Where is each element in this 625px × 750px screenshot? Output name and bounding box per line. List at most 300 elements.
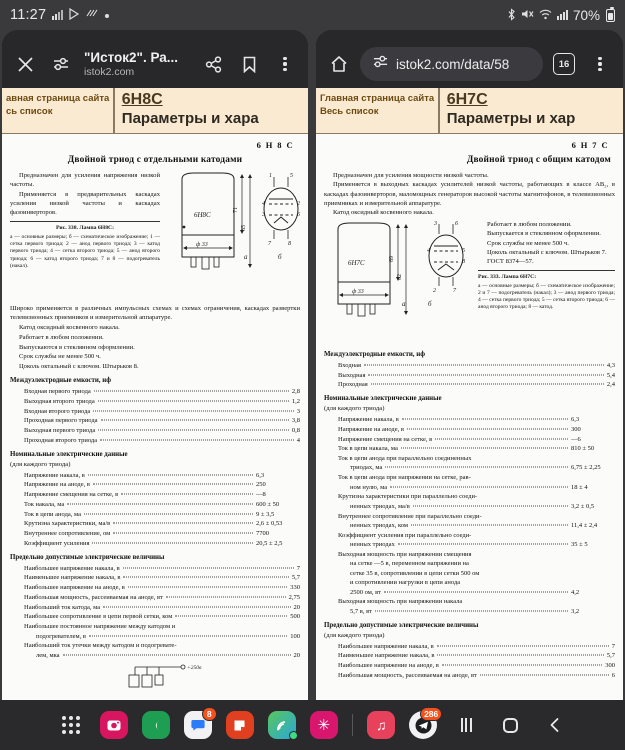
- svg-text:8: 8: [288, 241, 291, 247]
- messages-badge: 8: [202, 707, 217, 721]
- left-caption-rule: [10, 221, 160, 222]
- right-capacitance-table: [324, 361, 615, 390]
- row-value: 2,4: [606, 381, 615, 389]
- home-icon[interactable]: [324, 49, 354, 79]
- row-value: 1,2: [291, 397, 300, 405]
- flower-app-icon[interactable]: ✳: [310, 711, 338, 739]
- row-value: 11,4 ± 2,4: [571, 521, 598, 529]
- row-label: Выходная: [338, 371, 366, 379]
- notes-app-icon[interactable]: [226, 711, 254, 739]
- left-top-columns: [10, 171, 300, 301]
- cellular-icon: [557, 9, 568, 22]
- row-value: 4: [296, 436, 300, 444]
- right-caption-body: а — основные размеры; б — схематическое изображение; 2 и 7 — подогреватель (накал); 3 — анод первого триода; 4 — сетка первого триода; 5 — сетка второго триода; 6 — анод второго триода; 8 — катод.: [478, 283, 615, 311]
- left-intro-column: [10, 171, 160, 301]
- right-intro-p3: Катод оксидный косвенного накала.: [333, 209, 434, 217]
- leader-dots: [88, 474, 253, 475]
- table-row: [10, 397, 300, 407]
- table-row: [10, 519, 300, 529]
- right-capacitance-heading: Междуэлектродные емкости, нф: [324, 350, 425, 358]
- table-row-wrapped: [324, 492, 615, 511]
- right-limits-table: [324, 642, 615, 681]
- right-nominal-heading: Номинальные электрические данные: [324, 395, 442, 403]
- right-doc-code: 6 Н 7 С: [571, 140, 609, 150]
- row-label: Напряжение смещения на сетке, в: [338, 435, 433, 443]
- right-fact-4: ГОСТ 8374—57.: [487, 258, 534, 266]
- table-row: [324, 361, 615, 371]
- left-nominal-heading: Номинальные электрические данные: [10, 450, 128, 458]
- row-value: 3,2: [571, 607, 580, 615]
- tube-subtitle: Параметры и хара: [121, 110, 259, 127]
- power2-line-2: 5,7 в, вт: [350, 607, 372, 615]
- right-fact-0: Работает в любом положении.: [487, 220, 572, 228]
- left-nominal-sub: (для каждого триода): [10, 460, 71, 468]
- table-row: [10, 583, 300, 593]
- left-caption-title: Рис. 338. Лампа 6Н8С:: [55, 224, 115, 231]
- back-nav-icon[interactable]: [539, 710, 569, 740]
- leader-dots: [103, 606, 290, 607]
- left-caption-body: а — основные размеры; б — схематическое изображение; 1 — сетка первого триода; 2 — анод первого триода; 3 — катод первого триода; 4 — сетка второго триода; 5 — анод второго триода; 6 — катод второго триода; 7 и 8 — подогреватель (накал).: [10, 234, 160, 269]
- status-bar-right: [507, 8, 615, 23]
- row-value: —6: [571, 435, 581, 443]
- power2-line-1: Выходная мощность при напряжении накала: [338, 598, 463, 606]
- table-row-wrapped: [324, 512, 615, 531]
- leader-dots: [94, 391, 289, 392]
- leader-dots: [67, 503, 253, 504]
- row-value: 600 ± 50: [256, 500, 280, 508]
- right-intro-p1: Предназначен для усиления мощности низкой частоты.: [333, 172, 489, 179]
- table-row: [10, 387, 300, 397]
- right-caption-rule: [478, 270, 615, 271]
- row-value: 35 ± 5: [571, 541, 588, 549]
- right-caption-title: Рис. 333. Лампа 6Н7С:: [478, 273, 537, 280]
- right-dim-69: 69: [389, 255, 395, 262]
- row-label-line2: ненных триодах, ком: [350, 521, 409, 529]
- row-label: Напряжение смещения на сетке, в: [24, 491, 119, 499]
- svg-text:5: 5: [462, 247, 465, 254]
- dock: [0, 700, 625, 750]
- left-limits-table: [10, 564, 300, 661]
- table-row-wrapped: [324, 531, 615, 550]
- row-label: Напряжение накала, в: [338, 416, 399, 424]
- left-site-header: [2, 88, 308, 134]
- row-value: 18 ± 4: [571, 483, 588, 491]
- right-figure-columns: [324, 220, 615, 346]
- leader-dots: [93, 410, 293, 411]
- left-fact-3: Срок службы не менее 500 ч.: [19, 353, 101, 361]
- row-value: 4,2: [571, 588, 580, 596]
- row-label: Наибольший ток катода, ма: [24, 603, 101, 611]
- leader-dots: [407, 428, 568, 429]
- left-toolbar: [2, 30, 308, 88]
- leader-dots: [413, 505, 568, 506]
- right-doc-heading: Двойной триод с общим катодом: [466, 155, 611, 165]
- row-label: Наибольшая мощность, рассеиваемая на аноде, вт: [24, 593, 163, 601]
- leader-dots: [402, 419, 568, 420]
- svg-text:1: 1: [269, 173, 272, 179]
- table-row: [10, 593, 300, 603]
- left-fact-0: Катод оксидный косвенного накала.: [19, 323, 120, 331]
- leader-dots: [401, 448, 568, 449]
- row-value: 3: [296, 407, 300, 415]
- leader-dots: [92, 542, 253, 543]
- table-row: [324, 435, 615, 445]
- svg-text:2: 2: [433, 287, 436, 294]
- row-value: 6: [611, 671, 615, 679]
- row-value: 6,3: [571, 416, 580, 424]
- left-page-content: [2, 88, 308, 720]
- left-fact-1: Работает в любом положении.: [19, 333, 104, 341]
- row-label: Напряжение на аноде, в: [338, 425, 404, 433]
- page-settings-icon[interactable]: [372, 54, 389, 74]
- row-label: Наибольшее напряжение накала, в: [338, 642, 434, 650]
- row-label: Наименьшее напряжение накала, в: [338, 652, 435, 660]
- svg-text:4: 4: [427, 247, 430, 254]
- power-line-1: Выходная мощность при напряжении смещения: [338, 550, 472, 558]
- bluetooth-icon: [507, 8, 516, 23]
- tab-switcher-button[interactable]: [549, 49, 579, 79]
- row-value: 0,8: [291, 427, 300, 435]
- right-fact-1: Выпускается в стеклянном оформлении.: [487, 230, 601, 238]
- table-row: [10, 612, 300, 622]
- left-page-title-block[interactable]: [82, 50, 192, 78]
- row-label: Наибольшее сопротивление в цепи первой сетки, ком: [24, 613, 173, 621]
- row-label: Наибольшее напряжение накала, в: [24, 564, 120, 572]
- row-value: 5,7: [291, 574, 300, 582]
- left-wide-para: Широко применяется в различных импульсных схемах и схемах ограничения, каскадах развертки телевизионных приемников и измерительной аппаратуре.: [10, 305, 300, 322]
- right-nav-line-2[interactable]: Весь список: [320, 105, 379, 117]
- mute-icon: [521, 8, 534, 22]
- row-value: 7: [296, 564, 300, 572]
- right-intro-p2: Применяется в выходных каскадах усилителей низкой частоты, работающих в классе АВ₂, в каскадах фазоинверторов, маломощных генераторов высокой частоты магнитофонов, в телевизионных приемниках и измерительной аппаратуре.: [324, 181, 615, 208]
- leader-dots: [480, 674, 609, 675]
- table-row: [324, 651, 615, 661]
- tab-count-badge: 16: [553, 53, 575, 75]
- row-value: 3,2 ± 0,5: [571, 502, 595, 510]
- row-value: 330: [290, 584, 300, 592]
- row-value: 7700: [256, 530, 269, 538]
- left-nav-line-2[interactable]: сь список: [6, 105, 53, 117]
- leader-dots: [98, 400, 289, 401]
- row-value: 300: [605, 662, 615, 670]
- row-label-line1: Крутизна характеристики при параллельно соеди-: [338, 493, 478, 501]
- left-nav-line-1[interactable]: авная страница сайта: [6, 93, 110, 104]
- row-label: Наибольшая мощность, рассеиваемая на аноде, вт: [338, 671, 477, 679]
- left-nominal-table: [10, 471, 300, 549]
- leader-dots: [437, 655, 603, 656]
- left-tube-figure: [164, 171, 308, 301]
- row-label: Входная: [338, 361, 361, 369]
- left-doc-heading: Двойной триод с отдельными катодами: [67, 155, 243, 165]
- left-browser-window: [2, 30, 308, 720]
- right-browser-window: [316, 30, 623, 720]
- table-row: [10, 416, 300, 426]
- svg-text:б: б: [428, 299, 432, 308]
- close-icon[interactable]: [10, 49, 40, 79]
- table-row: [324, 642, 615, 652]
- right-nominal-sub: (для каждого триода): [324, 405, 385, 413]
- row-label-line1: Наибольший ток утечки между катодом и подогревате-: [24, 642, 177, 650]
- row-value: 5,7: [606, 652, 615, 660]
- table-row: [10, 573, 300, 583]
- leader-dots: [123, 577, 288, 578]
- telegram-app-icon[interactable]: [409, 711, 437, 739]
- table-row: [10, 529, 300, 539]
- row-label-line1: Ток в цепи анода при напряжении на сетке, рав-: [338, 474, 471, 482]
- svg-text:а: а: [244, 253, 248, 261]
- dock-divider: [352, 714, 354, 736]
- row-label: Проходная первого триода: [24, 417, 98, 425]
- tube-code-heading[interactable]: 6Н7С: [446, 91, 488, 108]
- svg-text:4: 4: [262, 201, 265, 207]
- row-value: —8: [256, 491, 266, 499]
- status-bar: [0, 0, 625, 30]
- music-app-icon[interactable]: ♫: [367, 711, 395, 739]
- row-label-line2: лем, мка: [36, 651, 60, 659]
- right-tube-figure: [324, 220, 474, 346]
- right-nominal-table: [324, 415, 615, 616]
- svg-text:3: 3: [262, 212, 265, 218]
- row-label-line2: ном нулю, ма: [350, 483, 388, 491]
- row-label-line2: подогревателем, в: [36, 632, 86, 640]
- svg-text:6: 6: [297, 212, 300, 218]
- row-label: Выходная второго триода: [24, 397, 95, 405]
- table-row-wrapped: [10, 641, 300, 660]
- row-value: 2,75: [288, 593, 300, 601]
- table-row-wrapped: [324, 454, 615, 473]
- leader-dots: [435, 438, 568, 439]
- messages-app-icon[interactable]: [184, 711, 212, 739]
- left-limits-heading: Предельно допустимые электрические величины: [10, 553, 165, 561]
- row-value: 100: [290, 632, 300, 640]
- table-row: [324, 380, 615, 390]
- left-dim-71: 71: [233, 207, 239, 213]
- svg-text:5: 5: [290, 173, 293, 179]
- row-value: 9 ± 3,5: [256, 510, 275, 518]
- left-doc-code: 6 Н 8 С: [256, 140, 294, 150]
- leader-dots: [371, 384, 604, 385]
- leader-dots: [89, 635, 287, 636]
- tube-subtitle: Параметры и хар: [446, 110, 576, 127]
- right-nav-line-1[interactable]: Главная страница сайта: [320, 93, 435, 104]
- row-value: 500: [290, 613, 300, 621]
- table-row: [324, 415, 615, 425]
- svg-text:7: 7: [268, 241, 271, 247]
- right-power-block: [324, 550, 615, 597]
- battery-icon: [606, 9, 615, 22]
- row-value: 810 ± 50: [571, 445, 595, 453]
- table-row: [10, 539, 300, 549]
- table-row: [10, 500, 300, 510]
- address-bar[interactable]: [360, 47, 543, 81]
- row-label: Выходная первого триода: [24, 427, 96, 435]
- leader-dots: [98, 430, 289, 431]
- table-row: [10, 564, 300, 574]
- leader-dots: [93, 484, 253, 485]
- leader-dots: [442, 665, 602, 666]
- right-fact-3: Цоколь октальный с ключом. Штырьков 7.: [487, 248, 607, 256]
- table-row-wrapped: [10, 622, 300, 641]
- right-scanned-page: [316, 134, 623, 720]
- page-title: "Исток2". Ра...: [84, 50, 179, 65]
- wifi-icon: [539, 9, 552, 22]
- table-row: [324, 371, 615, 381]
- left-dim-diameter: ф 33: [196, 242, 208, 248]
- dot-icon: [104, 9, 110, 21]
- power-line-2: на сетке —5 в, переменном напряжении на: [350, 560, 469, 568]
- page-settings-icon[interactable]: [46, 49, 76, 79]
- share-icon[interactable]: [198, 49, 228, 79]
- svg-text:а: а: [402, 299, 406, 308]
- left-dim-85: 85: [241, 225, 247, 231]
- row-label: Проходная второго триода: [24, 436, 98, 444]
- right-figure-caption: [478, 274, 615, 312]
- leader-dots: [375, 610, 568, 611]
- leader-dots: [411, 524, 568, 525]
- right-site-nav[interactable]: [316, 88, 438, 133]
- clock: 11:27: [10, 7, 47, 23]
- svg-text:8: 8: [462, 258, 465, 265]
- row-label: Входная первого триода: [24, 388, 91, 396]
- left-capacitance-table: [10, 387, 300, 446]
- leader-dots: [175, 616, 287, 617]
- right-page-content: [316, 88, 623, 720]
- row-label: Напряжение накала, в: [24, 471, 85, 479]
- leader-dots: [63, 654, 291, 655]
- table-row: [10, 603, 300, 613]
- url-text[interactable]: istok2.com/data/58: [396, 56, 510, 72]
- left-circuit-note: +250в: [187, 664, 202, 671]
- svg-text:2: 2: [297, 201, 300, 207]
- row-value: 4,3: [606, 361, 615, 369]
- table-row: [324, 425, 615, 435]
- quick-share-icon[interactable]: [268, 711, 296, 739]
- svg-text:3: 3: [434, 220, 437, 227]
- row-label: Ток в цепи накала, ма: [338, 445, 398, 453]
- row-label: Ток накала, ма: [24, 500, 65, 508]
- row-label-line1: Внутреннее сопротивление при параллельно соеди-: [338, 512, 482, 520]
- leader-dots: [121, 494, 253, 495]
- row-label-line2: ненных триодах: [350, 541, 395, 549]
- share-status-dot: [289, 731, 298, 740]
- leader-dots: [166, 596, 286, 597]
- right-site-header: [316, 88, 623, 134]
- table-row: [10, 407, 300, 417]
- leader-dots: [84, 513, 253, 514]
- row-label: Крутизна характеристики, ма/в: [24, 520, 111, 528]
- table-row: [10, 480, 300, 490]
- table-row: [324, 661, 615, 671]
- left-tube-label: 6Н8С: [194, 211, 211, 219]
- right-site-title: [440, 88, 576, 133]
- leader-dots: [398, 544, 568, 545]
- row-value: 6,75 ± 2,25: [571, 464, 601, 472]
- left-site-nav[interactable]: [2, 88, 113, 133]
- leader-dots: [384, 591, 568, 592]
- table-row: [10, 436, 300, 446]
- table-row: [324, 671, 615, 681]
- play-store-icon: [69, 8, 80, 22]
- recents-nav-icon[interactable]: [451, 710, 481, 740]
- bookmark-icon[interactable]: [234, 49, 264, 79]
- leader-dots: [123, 567, 294, 568]
- row-label: Наибольшее напряжение на аноде, в: [24, 584, 125, 592]
- row-label-line2: триодах, ма: [350, 464, 383, 472]
- right-tube-label: 6Н7С: [348, 258, 365, 267]
- power-line-3: сетке 35 в, сопротивлении в цепи сетки 500 ом: [350, 569, 480, 577]
- left-fact-2: Выпускаются в стеклянном оформлении.: [19, 343, 135, 351]
- table-row-wrapped: [324, 473, 615, 492]
- phone-app-icon[interactable]: [142, 711, 170, 739]
- leader-dots: [364, 364, 604, 365]
- right-power-block-2: [324, 597, 615, 616]
- table-row: [10, 510, 300, 520]
- page-host: istok2.com: [84, 66, 135, 78]
- table-row: [10, 471, 300, 481]
- row-value: 250: [256, 481, 266, 489]
- svg-text:б: б: [278, 253, 282, 261]
- table-row: [10, 490, 300, 500]
- svg-text:6: 6: [455, 220, 458, 227]
- leader-dots: [385, 467, 568, 468]
- battery-percent: 70%: [572, 7, 600, 23]
- row-label-line1: Ток в цепи анода при параллельно соединенных: [338, 455, 472, 463]
- row-label: Коэффициент усиления: [24, 539, 90, 547]
- leader-dots: [113, 523, 253, 524]
- kebab-menu-icon[interactable]: [270, 49, 300, 79]
- camera-app-icon[interactable]: [100, 711, 128, 739]
- leader-dots: [100, 439, 294, 440]
- right-dim-82: 82: [397, 273, 403, 280]
- row-value: 2,8: [291, 388, 300, 396]
- table-row: [10, 426, 300, 436]
- left-intro-p2: Применяется в предварительных каскадах усиления низкой частоты и каскадах фазоинверторов.: [10, 190, 160, 217]
- left-site-title: [115, 88, 259, 133]
- row-label: Ток в цепи анода, ма: [24, 510, 81, 518]
- svg-text:7: 7: [453, 287, 456, 294]
- right-fact-2: Срок службы не менее 500 ч.: [487, 239, 569, 247]
- tube-code-heading[interactable]: 6Н8С: [121, 91, 163, 108]
- row-value: 300: [571, 425, 581, 433]
- row-value: 20,5 ± 2,5: [256, 539, 283, 547]
- row-label: Наибольшее напряжение на аноде, в: [338, 662, 439, 670]
- telegram-badge: 286: [420, 707, 442, 721]
- leader-dots: [368, 374, 603, 375]
- right-side-facts-column: [478, 220, 615, 346]
- row-label-line2: ненных триодах, ма/в: [350, 502, 410, 510]
- row-label: Напряжение на аноде, в: [24, 481, 90, 489]
- row-value: 6,3: [256, 471, 265, 479]
- vibrate-icon: [86, 9, 98, 21]
- row-label-line1: Наибольшее постоянное напряжение между катодом и: [24, 623, 176, 631]
- right-dim-diameter: ф 33: [352, 288, 364, 295]
- apps-grid-icon[interactable]: [56, 710, 86, 740]
- leader-dots: [437, 645, 609, 646]
- power-line-5: 2500 ом, вт: [350, 588, 381, 596]
- right-limits-sub: (для каждого триода): [324, 631, 385, 639]
- leader-dots: [128, 587, 287, 588]
- kebab-menu-icon[interactable]: [585, 49, 615, 79]
- left-intro-p1: Предназначен для усиления напряжения низкой частоты.: [10, 172, 160, 189]
- leader-dots: [390, 486, 568, 487]
- row-label: Внутреннее сопротивление, ом: [24, 530, 111, 538]
- row-label: Входная второго триода: [24, 407, 91, 415]
- table-row: [324, 444, 615, 454]
- home-nav-icon[interactable]: [495, 710, 525, 740]
- row-value: 20: [293, 603, 300, 611]
- left-fact-4: Цоколь октальный с ключом. Штырьков 8.: [19, 363, 139, 371]
- row-value: 7: [611, 642, 615, 650]
